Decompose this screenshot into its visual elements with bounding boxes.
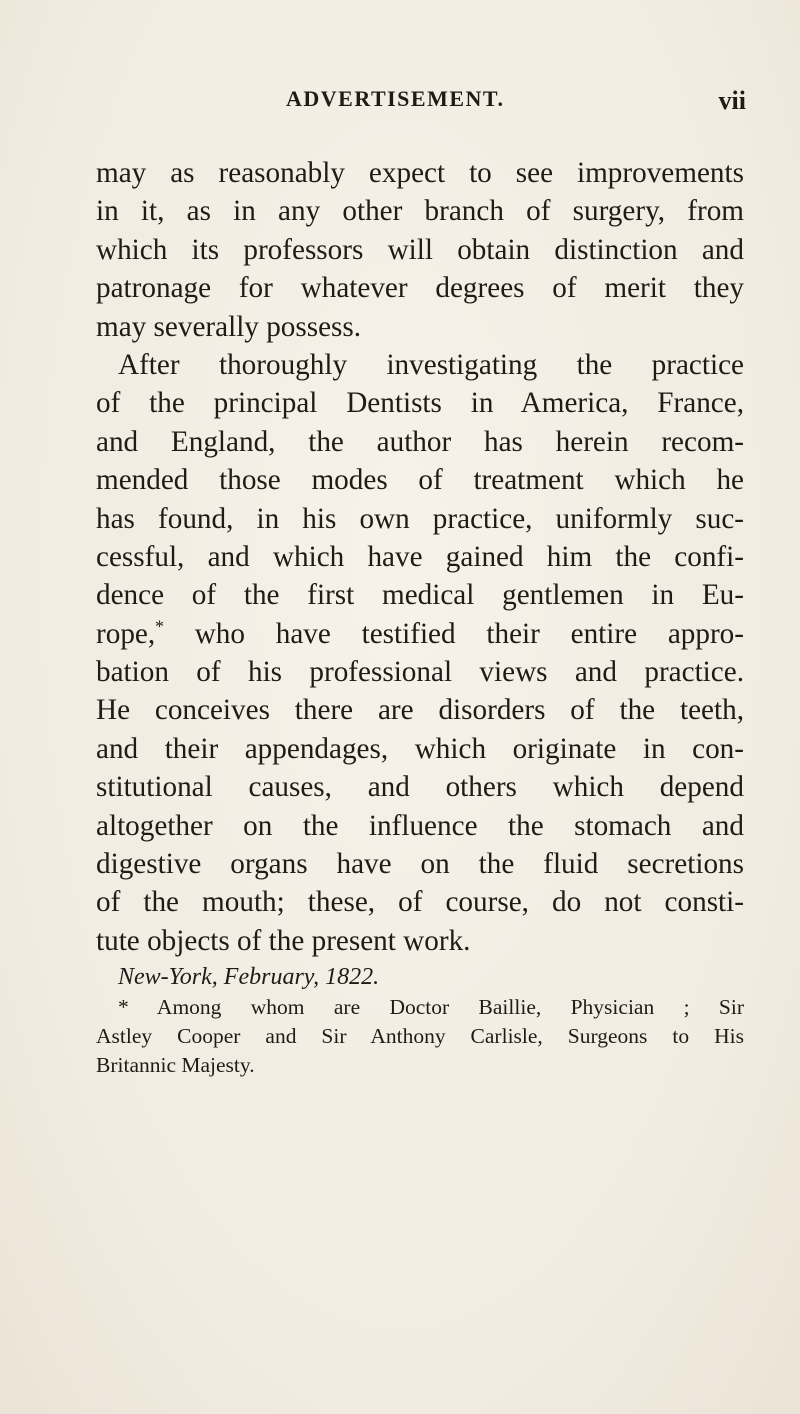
- text-line: dence of the first medical gentlemen in Eu-: [96, 579, 744, 612]
- running-head-title: ADVERTISEMENT.: [286, 86, 505, 111]
- footnote-line: Britannic Majesty.: [96, 1053, 255, 1077]
- footnote: [96, 993, 744, 1080]
- text-fragment: who have testified their entire appro-: [194, 617, 744, 650]
- text-line: bation of his professional views and practice.: [96, 656, 744, 689]
- running-head: [286, 86, 746, 116]
- text-line: altogether on the influence the stomach and: [96, 809, 744, 842]
- page-number: vii: [718, 86, 746, 115]
- text-line: cessful, and which have gained him the confi-: [96, 540, 744, 573]
- footnote-marker: *: [155, 615, 164, 636]
- text-fragment: rope,: [96, 617, 156, 650]
- text-line: He conceives there are disorders of the teeth,: [96, 694, 744, 727]
- text-line: of the mouth; these, of course, do not consti-: [96, 886, 744, 919]
- text-line: digestive organs have on the fluid secretions: [96, 848, 744, 881]
- text-line: patronage for whatever degrees of merit they: [96, 272, 744, 305]
- text-line: and England, the author has herein recom-: [96, 425, 744, 458]
- footnote-line: * Among whom are Doctor Baillie, Physician ; Sir: [118, 995, 744, 1019]
- text-line: may as reasonably expect to see improvements: [96, 157, 744, 189]
- text-line: mended those modes of treatment which he: [96, 464, 744, 497]
- text-line-with-footnote-ref: [96, 615, 744, 653]
- text-line: tute objects of the present work.: [96, 924, 471, 957]
- text-line: which its professors will obtain distinction and: [96, 233, 744, 266]
- dateline: New-York, February, 1822.: [118, 964, 380, 991]
- text-line: in it, as in any other branch of surgery, from: [96, 195, 744, 228]
- text-line: of the principal Dentists in America, France,: [96, 387, 744, 420]
- text-line: stitutional causes, and others which depend: [96, 771, 744, 804]
- text-line: and their appendages, which originate in con-: [96, 732, 744, 765]
- footnote-line: Astley Cooper and Sir Anthony Carlisle, Surgeons to His: [96, 1024, 744, 1048]
- text-line: has found, in his own practice, uniformly suc-: [96, 502, 744, 535]
- body-text: [96, 154, 744, 992]
- text-line: may severally possess.: [96, 310, 362, 343]
- text-line: After thoroughly investigating the practice: [118, 348, 744, 381]
